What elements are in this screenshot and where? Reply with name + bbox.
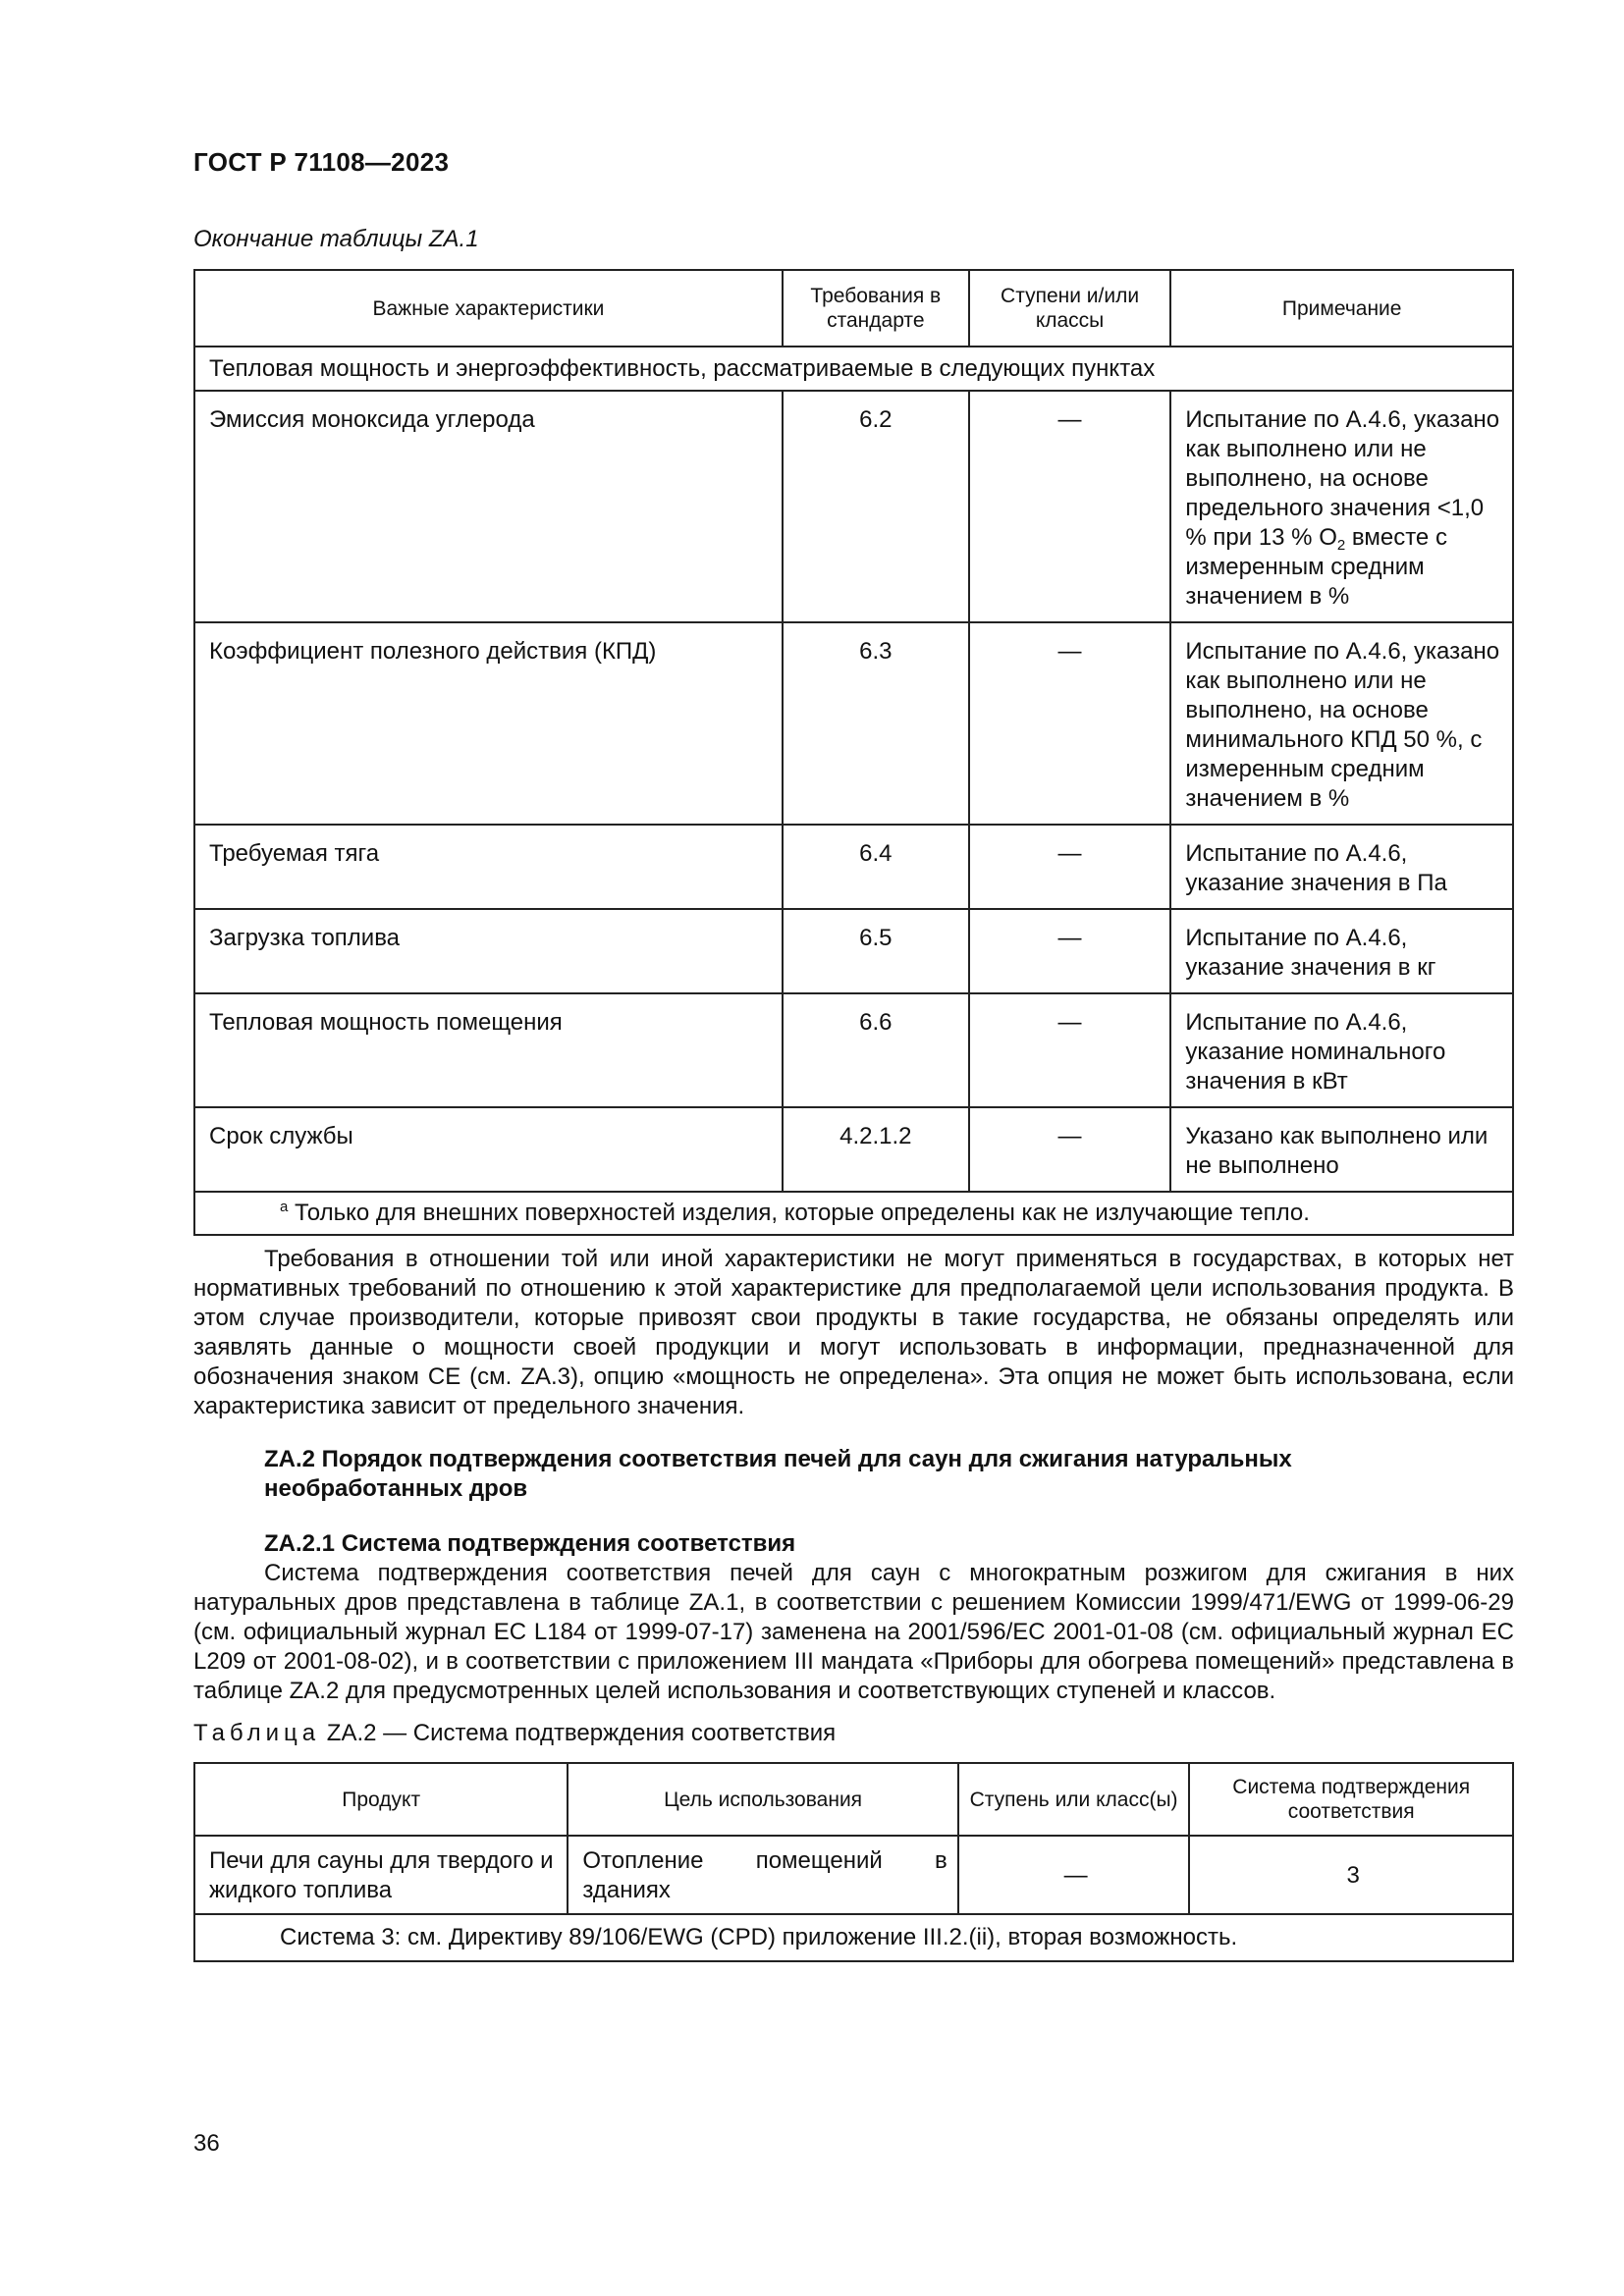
- column-header: Цель использования: [568, 1763, 957, 1836]
- column-header: Система подтверждения соответствия: [1189, 1763, 1513, 1836]
- product-cell: Печи для сауны для твердого и жидкого топлива: [194, 1836, 568, 1914]
- table-row: [194, 1107, 1513, 1192]
- note-text: Испытание по А.4.6, указано как выполнено или не выполнено, на основе предельного значения <1,0 % при 13 % O: [1185, 406, 1500, 551]
- characteristic-cell: Коэффициент полезного действия (КПД): [194, 622, 783, 825]
- column-header: Требования в стандарте: [783, 270, 969, 347]
- table-title-text: ZA.2 — Система подтверждения соответствия: [320, 1720, 837, 1746]
- footnote-cell: [194, 1192, 1513, 1235]
- note-cell: Испытание по А.4.6, указано как выполнено или не выполнено, на основе минимального КПД 50 %, с измеренным средним значением в %: [1170, 622, 1513, 825]
- use-cell: Отопление помещений в зданиях: [568, 1836, 957, 1914]
- note-cell: Испытание по А.4.6, указание значения в Па: [1170, 825, 1513, 909]
- clause-cell: 6.4: [783, 825, 969, 909]
- column-header: Продукт: [194, 1763, 568, 1836]
- characteristic-cell: Эмиссия моноксида углерода: [194, 391, 783, 622]
- characteristic-cell: Тепловая мощность помещения: [194, 993, 783, 1107]
- column-header: Важные характеристики: [194, 270, 783, 347]
- note-cell: Указано как выполнено или не выполнено: [1170, 1107, 1513, 1192]
- table-row: [194, 622, 1513, 825]
- paragraph-block: [193, 1559, 1514, 1706]
- table-row: [194, 1836, 1513, 1914]
- table-header-row: [194, 270, 1513, 347]
- characteristic-cell: Требуемая тяга: [194, 825, 783, 909]
- table-row: [194, 909, 1513, 993]
- clause-cell: 6.2: [783, 391, 969, 622]
- subscript: 2: [1336, 537, 1346, 554]
- column-header: Ступень или класс(ы): [958, 1763, 1190, 1836]
- classes-cell: —: [969, 825, 1171, 909]
- section-heading-za2: ZA.2 Порядок подтверждения соответствия печей для саун для сжигания натуральных необработанных дров: [264, 1446, 1292, 1502]
- classes-cell: —: [969, 909, 1171, 993]
- clause-cell: 6.6: [783, 993, 969, 1107]
- footnote-text: Только для внешних поверхностей изделия, которые определены как не излучающие тепло.: [295, 1200, 1310, 1226]
- classes-cell: —: [969, 993, 1171, 1107]
- table-continuation-caption: Окончание таблицы ZA.1: [193, 226, 479, 252]
- clause-cell: 6.5: [783, 909, 969, 993]
- table-row: [194, 391, 1513, 622]
- characteristic-cell: Срок службы: [194, 1107, 783, 1192]
- table-za1: [193, 269, 1514, 1236]
- page-number: 36: [193, 2130, 220, 2157]
- note-text: вместе с измеренным средним значением в %: [1185, 524, 1447, 610]
- table-group-row: [194, 347, 1513, 391]
- class-cell: —: [958, 1836, 1190, 1914]
- table-title-word: Таблица: [193, 1720, 321, 1746]
- column-header: Примечание: [1170, 270, 1513, 347]
- footnote-mark: а: [280, 1199, 289, 1215]
- section-heading-za21: ZA.2.1 Система подтверждения соответствия: [264, 1530, 796, 1557]
- document-header: ГОСТ Р 71108—2023: [193, 147, 450, 177]
- column-header: Ступени и/или классы: [969, 270, 1171, 347]
- table-note-cell: Система 3: см. Директиву 89/106/EWG (CPD) приложение III.2.(ii), вторая возможность.: [194, 1914, 1513, 1961]
- clause-cell: 6.3: [783, 622, 969, 825]
- paragraph: Требования в отношении той или иной характеристики не могут применяться в государствах, в которых нет нормативных требований по отношению к этой характеристике для предполагаемой цели использования продукта. В этом случае производители, которые привозят свои продукты в такие государства, не обязаны определять или заявлять данные о мощности своей продукции и могут использовать в информации, предназначенной для обозначения знаком СЕ (см. ZA.3), опцию «мощность не определена». Эта опция не может быть использована, если характеристика зависит от предельного значения.: [193, 1246, 1514, 1419]
- note-cell: Испытание по А.4.6, указание номинального значения в кВт: [1170, 993, 1513, 1107]
- clause-cell: 4.2.1.2: [783, 1107, 969, 1192]
- characteristic-cell: Загрузка топлива: [194, 909, 783, 993]
- system-cell: 3: [1189, 1836, 1513, 1914]
- paragraph: Система подтверждения соответствия печей для саун с многократным розжигом для сжигания в них натуральных дров представлена в таблице ZA.1, в соответствии с решением Комиссии 1999/471/EWG от 1999-06-29 (см. официальный журнал ЕС L184 от 1999-07-17) заменена на 2001/596/EC 2001-01-08 (см. официальный журнал ЕС L209 от 2001-08-02), и в соответствии с приложением III мандата «Приборы для обогрева помещений» представлена в таблице ZA.2 для предусмотренных целей использования и соответствующих ступеней и классов.: [193, 1560, 1514, 1704]
- table-footnote-row: [194, 1192, 1513, 1235]
- table-note-row: [194, 1914, 1513, 1961]
- table-za2: [193, 1762, 1514, 1962]
- paragraph-block: [193, 1245, 1514, 1421]
- note-cell: [1170, 391, 1513, 622]
- group-row-cell: Тепловая мощность и энергоэффективность, рассматриваемые в следующих пунктах: [194, 347, 1513, 391]
- note-cell: Испытание по А.4.6, указание значения в кг: [1170, 909, 1513, 993]
- table-za2-title: [193, 1720, 836, 1747]
- classes-cell: —: [969, 391, 1171, 622]
- table-header-row: [194, 1763, 1513, 1836]
- classes-cell: —: [969, 1107, 1171, 1192]
- table-row: [194, 993, 1513, 1107]
- classes-cell: —: [969, 622, 1171, 825]
- table-row: [194, 825, 1513, 909]
